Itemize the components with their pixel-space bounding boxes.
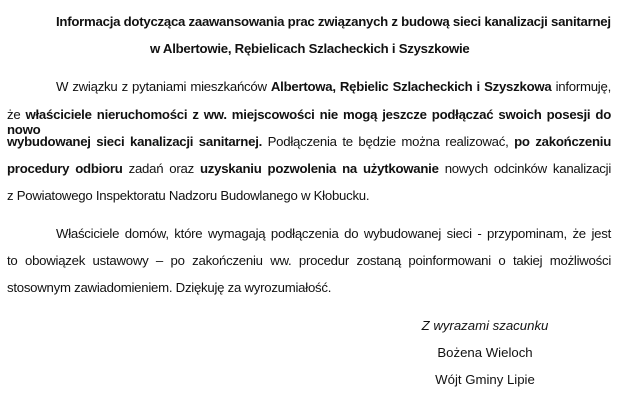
text: nowych odcinków kanalizacji: [438, 161, 612, 176]
paragraph-2-line-3: stosownym zawiadomieniem. Dziękuję za wyrozumiałość.: [7, 280, 332, 295]
text: W związku z pytaniami mieszkańców: [56, 79, 271, 94]
signature-name: Bożena Wieloch: [437, 345, 533, 360]
signature-position: Wójt Gminy Lipie: [435, 372, 535, 387]
text: informuję,: [551, 79, 611, 94]
bold-text: procedury odbioru: [7, 161, 123, 176]
text: zadań oraz: [122, 161, 200, 176]
paragraph-1-line-1: [56, 79, 611, 94]
bold-text: Albertowa, Rębielic Szlacheckich i Szyszkowa: [270, 79, 552, 94]
bold-text: uzyskaniu pozwolenia na użytkowanie: [199, 161, 439, 176]
bold-text: właściciele nieruchomości z ww. miejscowości nie mogą jeszcze podłączać swoich posesji do nowo: [7, 107, 612, 137]
paragraph-1-line-2: [7, 107, 611, 137]
paragraph-1-line-5: z Powiatowego Inspektoratu Nadzoru Budowlanego w Kłobucku.: [7, 188, 370, 203]
document-title-line-1: Informacja dotycząca zaawansowania prac związanych z budową sieci kanalizacji sanitarnej: [56, 14, 611, 29]
text: że: [7, 107, 26, 122]
paragraph-2-line-2: to obowiązek ustawowy – po zakończeniu ww. procedur zostaną poinformowani o takiej możliwości: [7, 253, 611, 268]
bold-text: wybudowanej sieci kanalizacji sanitarnej.: [7, 134, 263, 149]
text: Podłączenia te będzie można realizować,: [262, 134, 515, 149]
signature-closing: Z wyrazami szacunku: [421, 318, 549, 333]
paragraph-1-line-3: [7, 134, 611, 149]
bold-text: po zakończeniu: [514, 134, 611, 149]
paragraph-1-line-4: [7, 161, 611, 176]
document-title-line-2: w Albertowie, Rębielicach Szlacheckich i Szyszkowie: [150, 41, 470, 56]
paragraph-2-line-1: Właściciele domów, które wymagają podłączenia do wybudowanej sieci - przypominam, że jest: [56, 226, 611, 241]
